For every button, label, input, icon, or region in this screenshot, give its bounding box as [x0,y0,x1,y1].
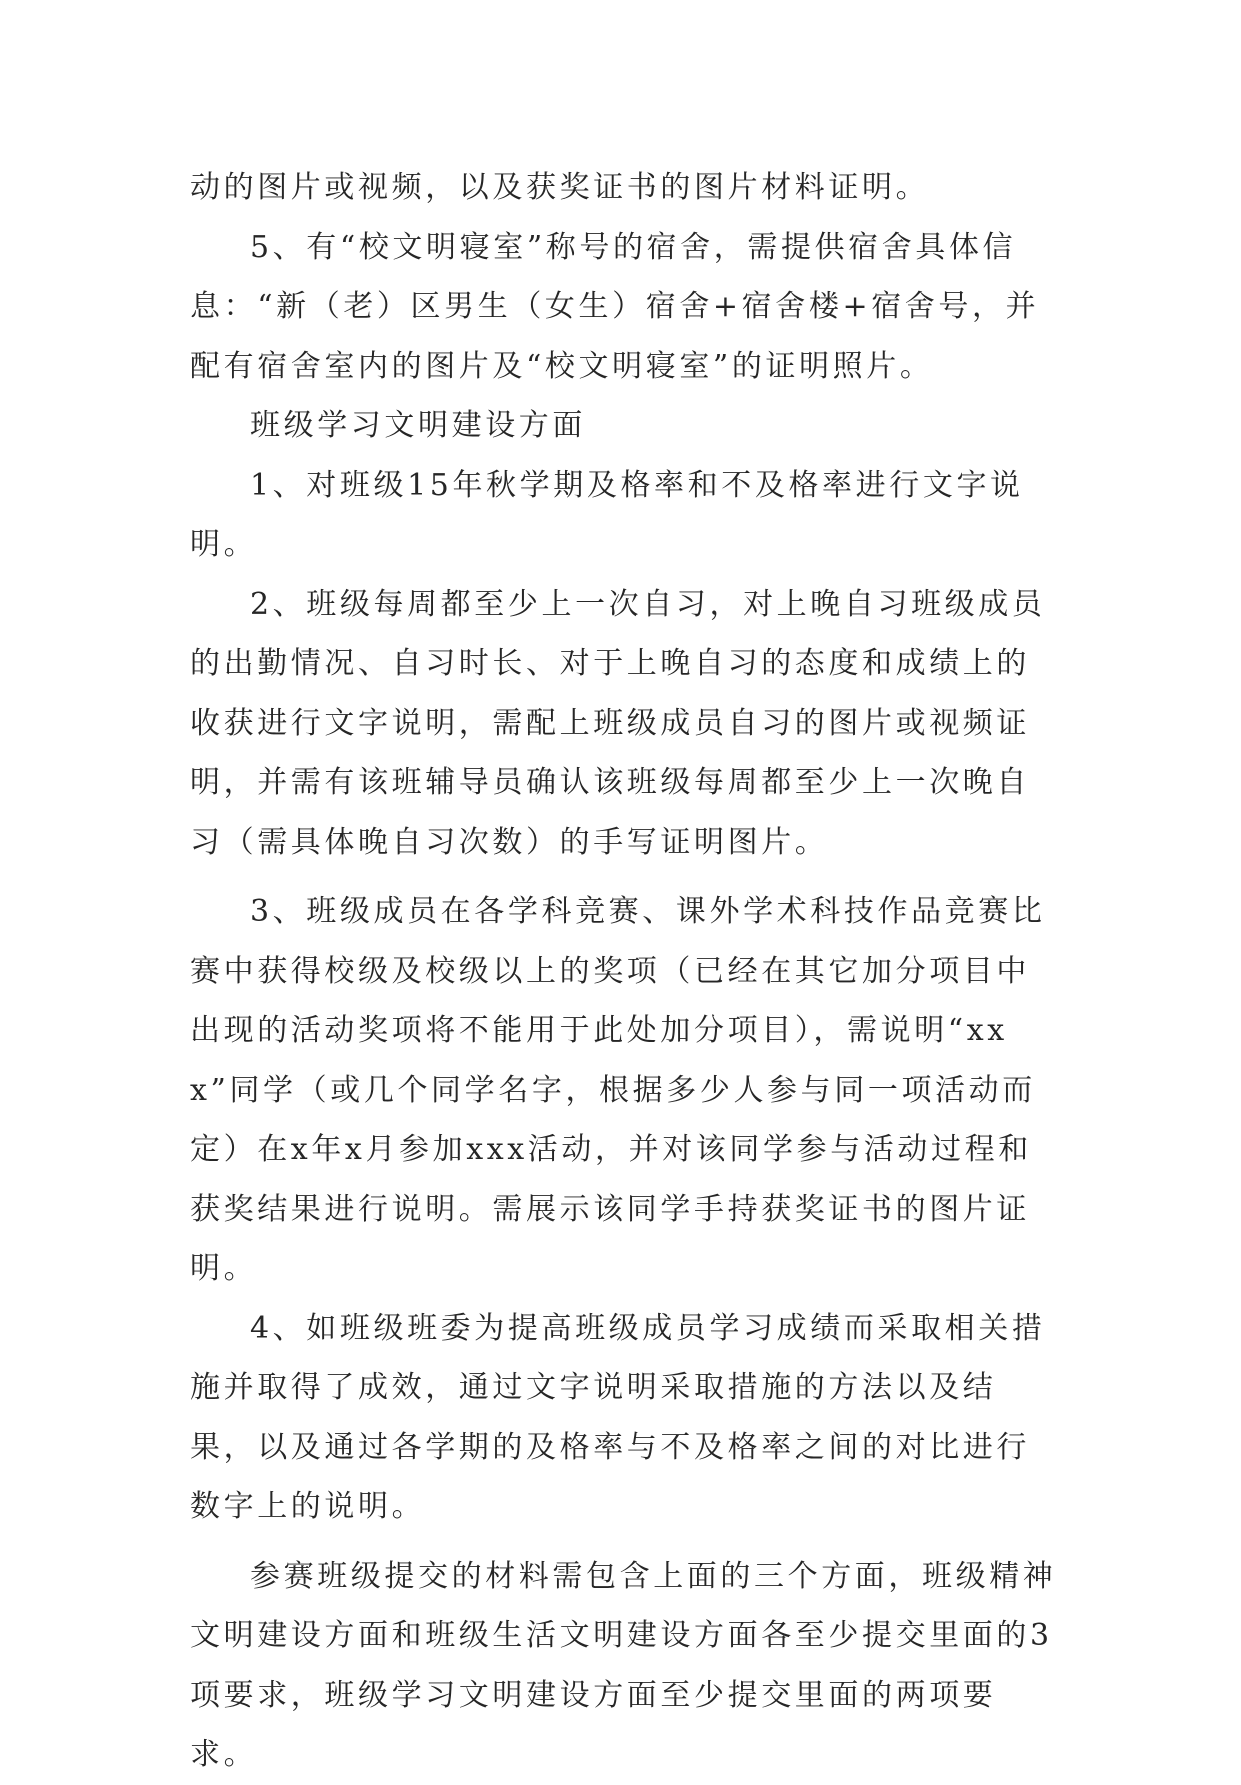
paragraph-submission-requirements: 参赛班级提交的材料需包含上面的三个方面，班级精神文明建设方面和班级生活文明建设方面各至少提交里面的3项要求，班级学习文明建设方面至少提交里面的两项要求。 [190,1558,1057,1772]
section-heading-study-civilization: 班级学习文明建设方面 [250,408,586,443]
paragraph-item-1-pass-rate: 1、对班级15年秋学期及格率和不及格率进行文字说明。 [190,467,1024,562]
paragraph-item-4-measures: 4、如班级班委为提高班级成员学习成绩而采取相关措施并取得了成效，通过文字说明采取措施的方法以及结果，以及通过各学期的及格率与不及格率之间的对比进行数字上的说明。 [190,1310,1046,1524]
paragraph-continuation: 动的图片或视频，以及获奖证书的图片材料证明。 [190,170,930,205]
paragraph-item-2-self-study: 2、班级每周都至少上一次自习，对上晚自习班级成员的出勤情况、自习时长、对于上晚自习的态度和成绩上的收获进行文字说明，需配上班级成员自习的图片或视频证明，并需有该班辅导员确认该班级每周都至少上一次晚自习（需具体晚自习次数）的手写证明图片。 [190,586,1046,860]
paragraph-item-5-dormitory: 5、有“校文明寝室”称号的宿舍，需提供宿舍具体信息：“新（老）区男生（女生）宿舍+宿舍楼+宿舍号，并配有宿舍室内的图片及“校文明寝室”的证明照片。 [190,229,1040,384]
document-body [190,158,1060,1785]
paragraph-item-3-competitions: 3、班级成员在各学科竞赛、课外学术科技作品竞赛比赛中获得校级及校级以上的奖项（已经在其它加分项目中出现的活动奖项将不能用于此处加分项目），需说明“xxx”同学（或几个同学名字，根据多少人参与同一项活动而定）在x年x月参加xxx活动，并对该同学参与活动过程和获奖结果进行说明。需展示该同学手持获奖证书的图片证明。 [190,894,1046,1286]
